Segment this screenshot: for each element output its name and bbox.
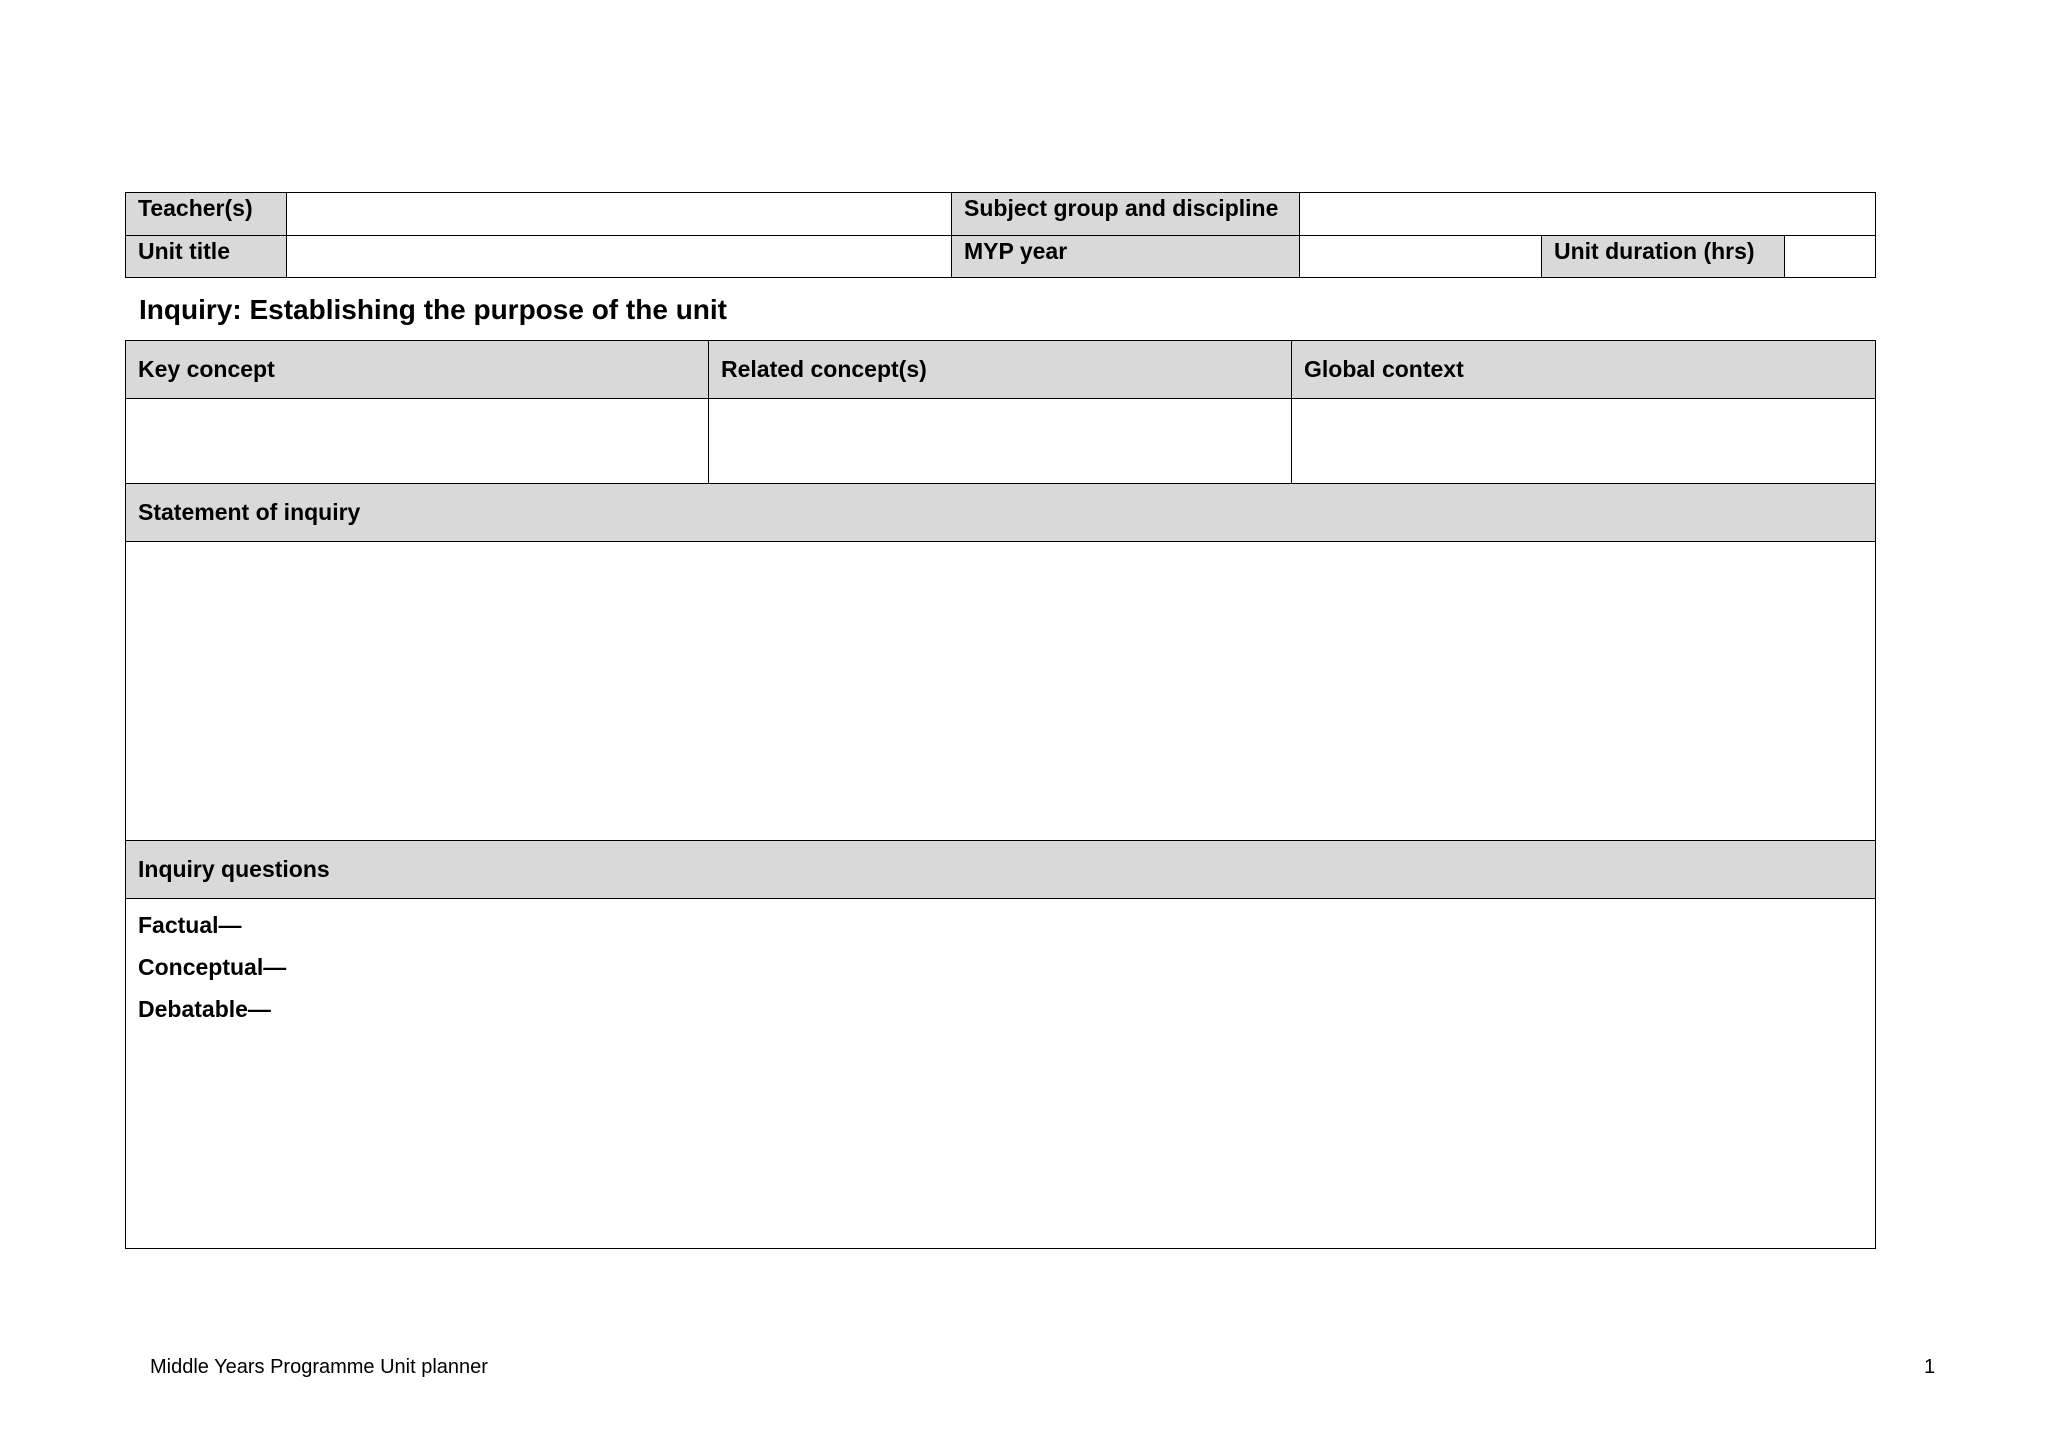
conceptual-question-label: Conceptual— <box>138 954 287 980</box>
myp-year-label: MYP year <box>952 235 1300 278</box>
unit-title-field[interactable] <box>287 235 952 278</box>
related-concepts-label: Related concept(s) <box>709 341 1292 399</box>
unit-duration-label: Unit duration (hrs) <box>1542 235 1785 278</box>
statement-of-inquiry-label: Statement of inquiry <box>126 484 1876 542</box>
footer-document-name: Middle Years Programme Unit planner <box>150 1356 488 1378</box>
inquiry-table <box>125 340 1876 1249</box>
key-concept-field[interactable] <box>126 399 709 484</box>
inquiry-questions-field[interactable] <box>126 899 1876 1249</box>
related-concepts-field[interactable] <box>709 399 1292 484</box>
subject-group-field[interactable] <box>1300 193 1876 236</box>
unit-duration-field[interactable] <box>1785 235 1876 278</box>
footer-page-number: 1 <box>1924 1356 1936 1378</box>
factual-question-label: Factual— <box>138 912 242 938</box>
global-context-field[interactable] <box>1292 399 1876 484</box>
section-title: Inquiry: Establishing the purpose of the unit <box>139 294 727 325</box>
inquiry-questions-label: Inquiry questions <box>126 841 1876 899</box>
subject-group-label: Subject group and discipline <box>952 193 1300 236</box>
unit-title-label: Unit title <box>126 235 287 278</box>
teachers-label: Teacher(s) <box>126 193 287 236</box>
global-context-label: Global context <box>1292 341 1876 399</box>
debatable-question-label: Debatable— <box>138 996 271 1022</box>
teachers-field[interactable] <box>287 193 952 236</box>
statement-of-inquiry-field[interactable] <box>126 542 1876 841</box>
unit-header-table <box>125 192 1876 278</box>
key-concept-label: Key concept <box>126 341 709 399</box>
myp-year-field[interactable] <box>1300 235 1542 278</box>
